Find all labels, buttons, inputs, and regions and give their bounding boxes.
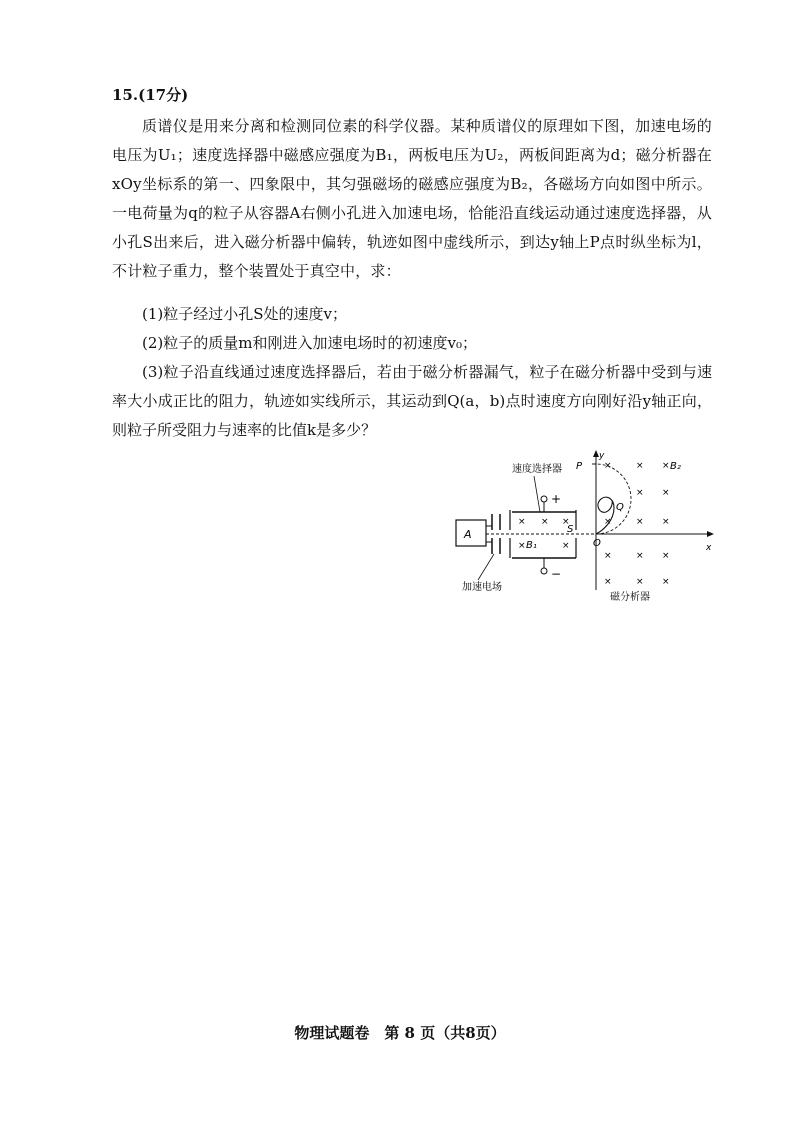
label-b1: B₁	[526, 540, 537, 551]
label-p: P	[576, 461, 583, 472]
cross-b1-3: ×	[562, 517, 570, 527]
cross-b1-1: ×	[518, 517, 526, 527]
cross-b2-1: ×	[604, 461, 612, 471]
cross-b2-11: ×	[662, 551, 670, 561]
label-mag-analyzer: 磁分析器	[610, 592, 650, 603]
label-minus: −	[551, 567, 562, 581]
label-b2: B₂	[670, 461, 681, 472]
label-accel-field: 加速电场	[462, 582, 502, 593]
question-part-3: (3)粒子沿直线通过速度选择器后，若由于磁分析器漏气，粒子在磁分析器中受到与速率大小成正比的阻力，轨迹如实线所示，其运动到Q(a，b)点时速度方向刚好沿y轴正向，则粒子所受阻力与速率的比值k是多少？	[112, 363, 712, 439]
question-number: 15.(17分)	[112, 86, 189, 104]
label-a: A	[464, 528, 472, 541]
cross-b2-7: ×	[636, 517, 644, 527]
solid-trajectory	[596, 497, 614, 534]
cross-b2-3: ×	[662, 461, 670, 471]
cross-b1-2: ×	[541, 517, 549, 527]
cross-b2-12: ×	[604, 577, 612, 587]
selector-bottom-terminal	[541, 568, 547, 574]
cross-b2-13: ×	[636, 577, 644, 587]
accel-label-leader	[478, 554, 494, 580]
cross-b2-6: ×	[604, 517, 612, 527]
cross-b2-2: ×	[636, 461, 644, 471]
label-velocity-selector: 速度选择器	[512, 464, 562, 475]
label-s: S	[567, 524, 574, 535]
mass-spectrometer-diagram	[448, 450, 728, 610]
page-footer: 物理试题卷 第 8 页（共8页）	[294, 1024, 506, 1042]
cross-b1-5: ×	[562, 541, 570, 551]
selector-label-leader	[534, 476, 540, 512]
cross-b2-9: ×	[604, 551, 612, 561]
cross-b1-4: ×	[518, 541, 526, 551]
cross-b2-14: ×	[662, 577, 670, 587]
cross-b2-4: ×	[636, 488, 644, 498]
x-axis-arrow	[707, 531, 714, 537]
selector-top-terminal	[541, 496, 547, 502]
cross-b2-5: ×	[662, 488, 670, 498]
label-q: Q	[616, 502, 624, 513]
label-o: O	[593, 538, 601, 549]
label-y: y	[599, 451, 605, 461]
cross-b2-10: ×	[636, 551, 644, 561]
label-plus: +	[551, 492, 562, 506]
question-part-2: (2)粒子的质量m和刚进入加速电场时的初速度v₀；	[142, 334, 477, 352]
cross-b2-8: ×	[662, 517, 670, 527]
label-x: x	[706, 543, 712, 553]
question-stem: 质谱仪是用来分离和检测同位素的科学仪器。某种质谱仪的原理如下图，加速电场的电压为U₁；速度选择器中磁感应强度为B₁，两板电压为U₂，两板间距离为d；磁分析器在xOy坐标系的第一、四象限中，其匀强磁场的磁感应强度为B₂，各磁场方向如图中所示。一电荷量为q的粒子从容器A右侧小孔进入加速电场，恰能沿直线运动通过速度选择器，从小孔S出来后，进入磁分析器中偏转，轨迹如图中虚线所示，到达y轴上P点时纵坐标为l，不计粒子重力，整个装置处于真空中，求：	[112, 117, 712, 280]
question-part-1: (1)粒子经过小孔S处的速度v；	[142, 305, 347, 323]
